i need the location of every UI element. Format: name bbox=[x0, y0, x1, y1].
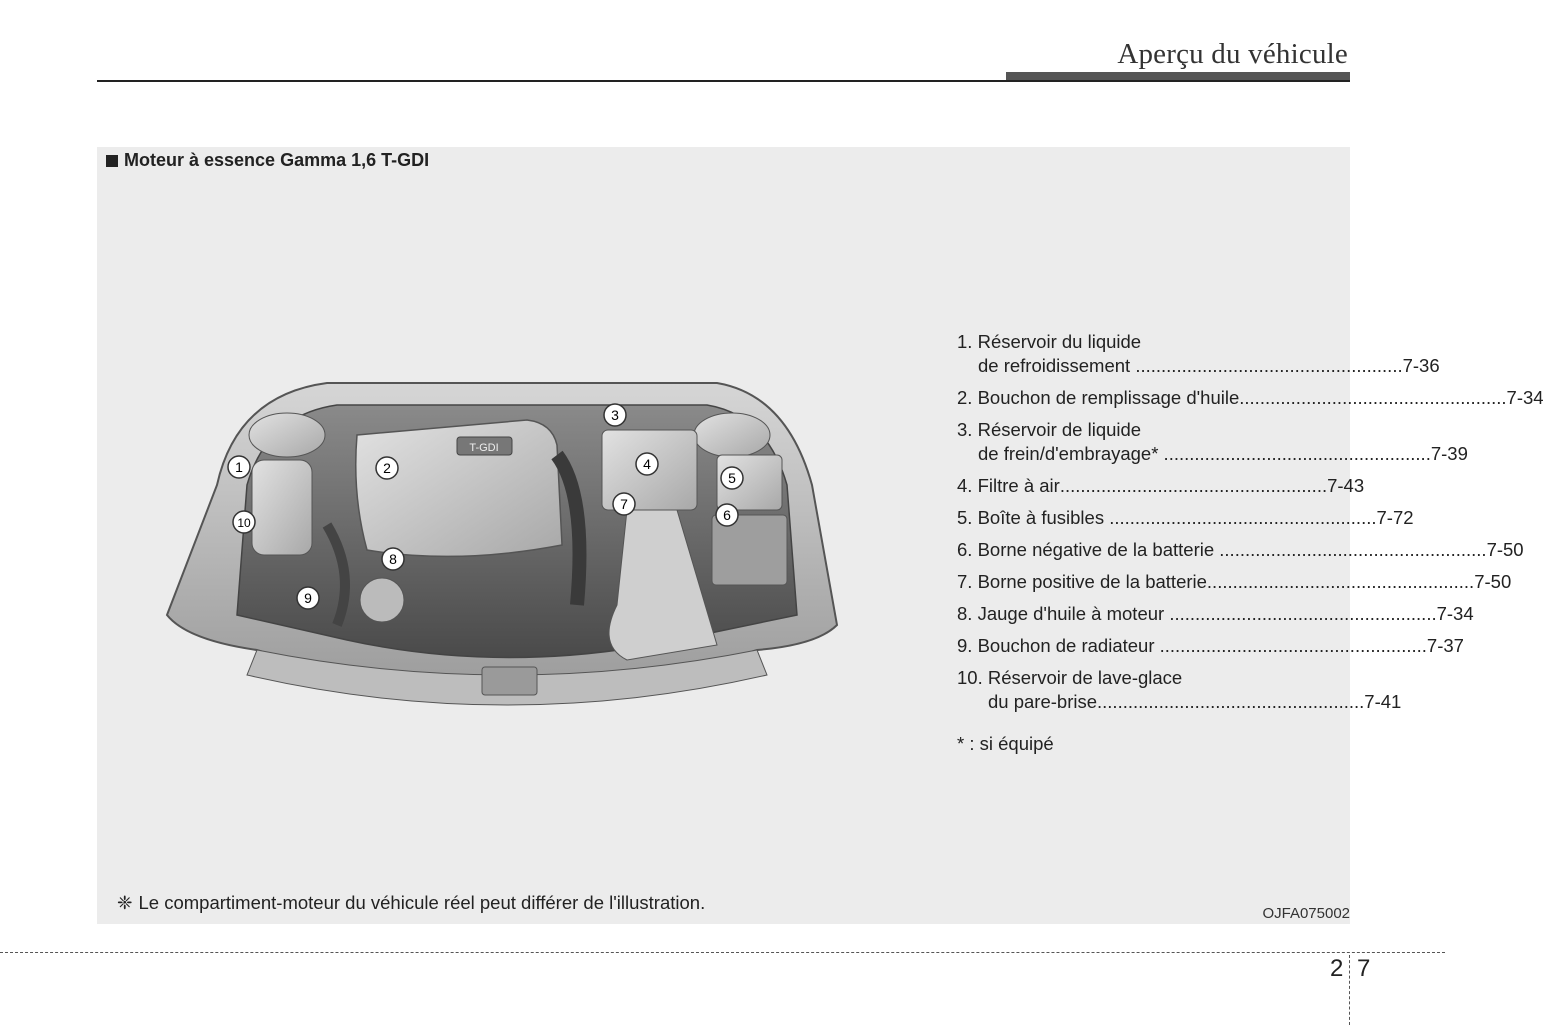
legend-num: 7. bbox=[957, 571, 973, 592]
coolant-reservoir bbox=[252, 460, 312, 555]
callout-5 bbox=[721, 467, 743, 489]
legend-item-1 bbox=[957, 330, 1440, 378]
leader-dots: .................................................... bbox=[1214, 539, 1487, 560]
leader-dots: .................................................... bbox=[1154, 635, 1427, 656]
page-number: 7 bbox=[1357, 955, 1371, 982]
legend-text: du pare-brise bbox=[988, 691, 1098, 712]
legend-num: 6. bbox=[957, 539, 973, 560]
legend-text: de refroidissement bbox=[978, 355, 1131, 376]
callout-7 bbox=[613, 493, 635, 515]
leader-dots: .................................................... bbox=[1097, 691, 1365, 712]
leader-dots: .................................................... bbox=[1164, 603, 1437, 624]
leader-dots: .................................................... bbox=[1239, 387, 1507, 408]
legend-num: 9. bbox=[957, 635, 973, 656]
svg-text:5: 5 bbox=[728, 470, 736, 486]
page-number-separator bbox=[1349, 955, 1350, 1025]
component-legend bbox=[957, 330, 1544, 722]
legend-num: 5. bbox=[957, 507, 973, 528]
hood-latch bbox=[482, 667, 537, 695]
svg-text:2: 2 bbox=[383, 460, 391, 476]
square-bullet-icon bbox=[106, 155, 118, 167]
callout-2 bbox=[376, 457, 398, 479]
legend-num: 3. bbox=[957, 419, 973, 440]
legend-text: Réservoir du liquide bbox=[977, 331, 1142, 352]
legend-page-ref: 7-39 bbox=[1430, 443, 1468, 464]
legend-text: Réservoir de liquide bbox=[977, 419, 1142, 440]
footnote-text: Le compartiment-moteur du véhicule réel peut différer de l'illustration. bbox=[138, 892, 706, 913]
header-rule bbox=[97, 80, 1350, 82]
legend-page-ref: 7-50 bbox=[1486, 539, 1524, 560]
legend-page-ref: 7-41 bbox=[1364, 691, 1402, 712]
left-strut-tower bbox=[249, 413, 325, 457]
legend-num: 8. bbox=[957, 603, 973, 624]
leader-dots: .................................................... bbox=[1206, 571, 1475, 592]
page-header-title: Aperçu du véhicule bbox=[1117, 38, 1348, 70]
callout-8 bbox=[382, 548, 404, 570]
callout-6 bbox=[716, 504, 738, 526]
legend-item-7 bbox=[957, 570, 1512, 594]
legend-page-ref: 7-34 bbox=[1506, 387, 1544, 408]
footnote bbox=[117, 892, 705, 914]
content-panel bbox=[97, 147, 1544, 924]
legend-page-ref: 7-72 bbox=[1376, 507, 1414, 528]
legend-page-ref: 7-50 bbox=[1474, 571, 1512, 592]
legend-text: Bouchon de radiateur bbox=[977, 635, 1155, 656]
legend-text: Bouchon de remplissage d'huile bbox=[977, 387, 1240, 408]
right-strut-tower bbox=[694, 413, 770, 457]
legend-text: de frein/d'embrayage* bbox=[978, 443, 1159, 464]
legend-page-ref: 7-37 bbox=[1426, 635, 1464, 656]
svg-text:3: 3 bbox=[611, 407, 619, 423]
footer-dashed-rule bbox=[0, 952, 1445, 953]
legend-item-9 bbox=[957, 634, 1464, 658]
alternator bbox=[360, 578, 404, 622]
page-chapter-number: 2 bbox=[1330, 955, 1344, 982]
callout-1 bbox=[228, 456, 250, 478]
tgdi-badge-text: T-GDI bbox=[469, 442, 499, 454]
legend-item-5 bbox=[957, 506, 1414, 530]
leader-dots: .................................................... bbox=[1059, 475, 1328, 496]
callout-3 bbox=[604, 404, 626, 426]
legend-item-10 bbox=[957, 666, 1402, 714]
legend-item-8 bbox=[957, 602, 1474, 626]
callout-10 bbox=[233, 511, 255, 533]
legend-item-4 bbox=[957, 474, 1365, 498]
svg-text:1: 1 bbox=[235, 459, 243, 475]
svg-text:7: 7 bbox=[620, 496, 628, 512]
legend-num: 4. bbox=[957, 475, 973, 496]
section-title bbox=[106, 150, 429, 171]
legend-num: 2. bbox=[957, 387, 973, 408]
legend-text: Borne positive de la batterie bbox=[977, 571, 1207, 592]
leader-dots: .................................................... bbox=[1130, 355, 1403, 376]
equipped-note: * : si équipé bbox=[957, 733, 1054, 754]
legend-page-ref: 7-34 bbox=[1436, 603, 1474, 624]
figure-code: OJFA075002 bbox=[1262, 905, 1350, 922]
section-title-text: Moteur à essence Gamma 1,6 T-GDI bbox=[124, 150, 430, 170]
legend-item-2 bbox=[957, 386, 1544, 410]
svg-text:8: 8 bbox=[389, 551, 397, 567]
legend-text: Jauge d'huile à moteur bbox=[977, 603, 1165, 624]
svg-text:6: 6 bbox=[723, 507, 731, 523]
legend-text: Filtre à air bbox=[977, 475, 1060, 496]
legend-text: Boîte à fusibles bbox=[977, 507, 1105, 528]
legend-num: 10. bbox=[957, 667, 983, 688]
callout-9 bbox=[297, 587, 319, 609]
legend-page-ref: 7-43 bbox=[1327, 475, 1365, 496]
svg-text:10: 10 bbox=[237, 516, 251, 530]
leader-dots: .................................................... bbox=[1158, 443, 1431, 464]
footnote-symbol-icon: ❈ bbox=[117, 892, 133, 913]
callout-4 bbox=[636, 453, 658, 475]
legend-item-3 bbox=[957, 418, 1468, 466]
svg-text:9: 9 bbox=[304, 590, 312, 606]
legend-text: Borne négative de la batterie bbox=[977, 539, 1215, 560]
leader-dots: .................................................... bbox=[1104, 507, 1377, 528]
svg-text:4: 4 bbox=[643, 456, 651, 472]
legend-page-ref: 7-36 bbox=[1402, 355, 1440, 376]
legend-item-6 bbox=[957, 538, 1524, 562]
engine-compartment-illustration bbox=[157, 375, 857, 735]
legend-num: 1. bbox=[957, 331, 973, 352]
legend-text: Réservoir de lave-glace bbox=[987, 667, 1183, 688]
